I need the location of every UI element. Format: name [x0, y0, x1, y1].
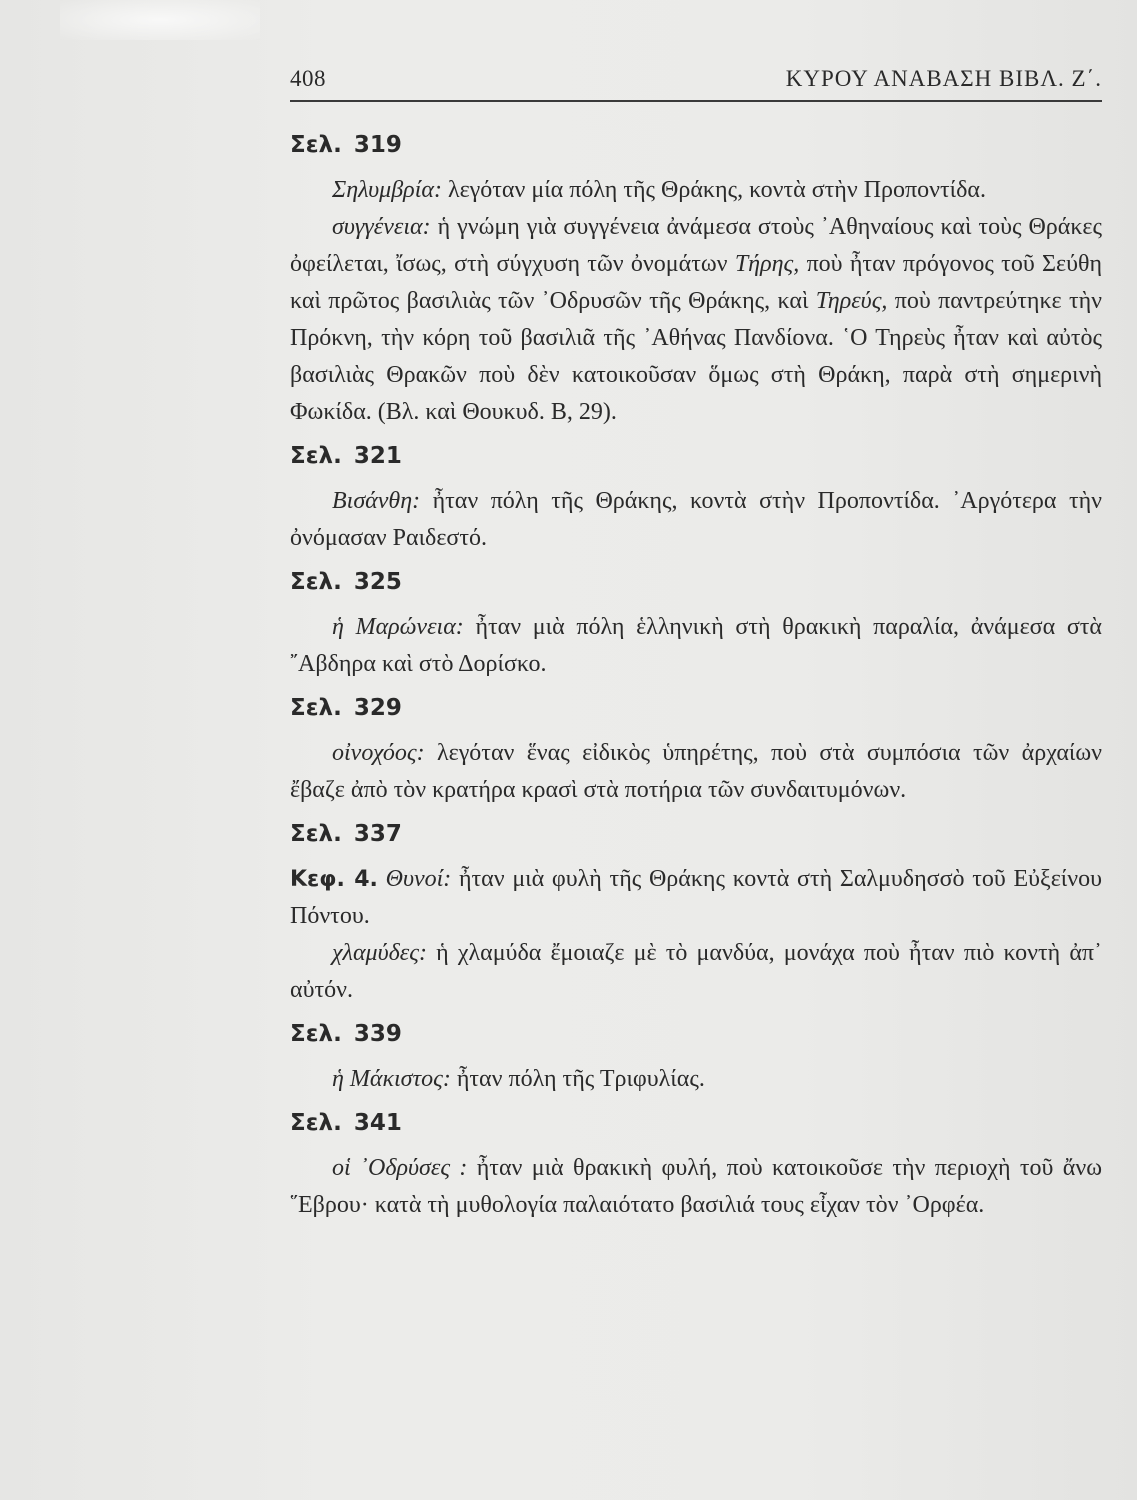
section-heading	[290, 130, 1102, 160]
entry-term: οἱ ᾿Οδρύσες :	[332, 1155, 468, 1181]
entry-text: λεγόταν μία πόλη τῆς Θράκης, κοντὰ στὴν Προποντίδα.	[441, 177, 986, 203]
page-header	[290, 66, 1102, 100]
entry-text: ἦταν μιὰ πόλη ἑλληνικὴ στὴ θρακικὴ παραλία, ἀνάμεσα στὰ ῎Αβδηρα καὶ στὸ Δορίσκο.	[290, 614, 1103, 677]
entry-text: ποὺ παντρεύτηκε τὴν Πρόκνη, τὴν κόρη τοῦ βασιλιᾶ τῆς ᾿Αθήνας Πανδίονα. ῾Ο Τηρεὺς ἦταν καὶ αὐτὸς βασιλιὰς Θρακῶν ποὺ δὲν κατοικοῦσαν ὅμως στὴ Θράκη, παρὰ στὴ σημερινὴ Φωκίδα. (Βλ. καὶ Θουκυδ. Β, 29).	[290, 288, 1102, 425]
section-label: Σελ.	[290, 1110, 342, 1136]
section-329	[290, 693, 1102, 809]
section-number: 329	[353, 695, 402, 721]
section-label: Σελ.	[290, 132, 342, 158]
section-341	[290, 1108, 1102, 1224]
section-number: 319	[353, 132, 402, 158]
section-number: 337	[353, 821, 402, 847]
header-rule	[290, 100, 1102, 102]
entry-term: Θυνοί:	[377, 866, 452, 892]
section-heading	[290, 819, 1102, 849]
entry-term: Βισάνθη:	[332, 488, 421, 514]
entry-text: ποὺ ἦταν πρόγονος τοῦ Σεύθη καὶ πρῶτος βασιλιὰς τῶν ᾿Οδρυσῶν τῆς Θράκης, καὶ	[290, 251, 1102, 314]
entry-text: ἦταν πόλη τῆς Θράκης, κοντὰ στὴν Προποντίδα. ᾿Αργότερα τὴν ὀνόμασαν Ραιδεστό.	[290, 488, 1102, 551]
entry	[290, 1061, 1102, 1098]
entry-term: Σηλυμβρία:	[332, 177, 442, 203]
entry	[290, 861, 1102, 935]
section-number: 339	[353, 1021, 402, 1047]
section-heading	[290, 1019, 1102, 1049]
section-number: 325	[353, 569, 402, 595]
section-337	[290, 819, 1102, 1009]
entry-text: ἦταν μιὰ θρακικὴ φυλή, ποὺ κατοικοῦσε τὴν περιοχὴ τοῦ ἄνω ῞Εβρου· κατὰ τὴ μυθολογία παλαιότατο βασιλιά τους εἶχαν τὸν ᾿Ορφέα.	[290, 1155, 1102, 1218]
section-319	[290, 130, 1102, 431]
page-number: 408	[290, 66, 326, 91]
entry	[290, 172, 1102, 209]
entry-term: ἡ Μαρώνεια:	[332, 614, 464, 640]
section-339	[290, 1019, 1102, 1098]
entry-term: συγγένεια:	[332, 214, 431, 240]
entry-term: χλαμύδες:	[332, 940, 427, 966]
section-heading	[290, 441, 1102, 471]
entry	[290, 483, 1102, 557]
section-label: Σελ.	[290, 821, 342, 847]
entry-text: λεγόταν ἕνας εἰδικὸς ὑπηρέτης, ποὺ στὰ συμπόσια τῶν ἀρχαίων ἔβαζε ἀπὸ τὸν κρατήρα κρασὶ στὰ ποτήρια τῶν συνδαιτυμόνων.	[290, 740, 1102, 803]
section-heading	[290, 1108, 1102, 1138]
entry	[290, 609, 1102, 683]
section-number: 321	[353, 443, 402, 469]
entry-text: ἦταν μιὰ φυλὴ τῆς Θράκης κοντὰ στὴ Σαλμυδησσὸ τοῦ Εὐξείνου Πόντου.	[290, 866, 1102, 929]
running-title: ΚΥΡΟΥ ΑΝΑΒΑΣΗ ΒΙΒΛ. Ζ΄.	[785, 66, 1102, 91]
section-heading	[290, 693, 1102, 723]
page-body	[290, 130, 1102, 1224]
section-heading	[290, 567, 1102, 597]
section-label: Σελ.	[290, 569, 342, 595]
section-number: 341	[353, 1110, 402, 1136]
entry-term: Τηρεύς,	[815, 288, 888, 314]
entry-text: ἡ γνώμη γιὰ συγγένεια ἀνάμεσα στοὺς ᾿Αθηναίους καὶ τοὺς Θράκες ὀφείλεται, ἴσως, στὴ σύγχυση τῶν ὀνομάτων	[290, 214, 1102, 277]
page-smudge	[60, 0, 260, 40]
entry	[290, 935, 1102, 1009]
entry	[290, 735, 1102, 809]
section-label: Σελ.	[290, 443, 342, 469]
entry-term: Τήρης,	[734, 251, 800, 277]
entry-term: ἡ Μάκιστος:	[332, 1066, 451, 1092]
section-label: Σελ.	[290, 695, 342, 721]
entry	[290, 209, 1102, 431]
section-325	[290, 567, 1102, 683]
entry-text: ἡ χλαμύδα ἔμοιαζε μὲ τὸ μανδύα, μονάχα ποὺ ἦταν πιὸ κοντὴ ἀπ᾿ αὐτόν.	[290, 940, 1102, 1003]
section-label: Σελ.	[290, 1021, 342, 1047]
entry-text: ἦταν πόλη τῆς Τριφυλίας.	[450, 1066, 705, 1092]
entry-term: οἰνοχόος:	[332, 740, 425, 766]
entry	[290, 1150, 1102, 1224]
chapter-ref: Κεφ. 4.	[290, 867, 378, 892]
section-321	[290, 441, 1102, 557]
